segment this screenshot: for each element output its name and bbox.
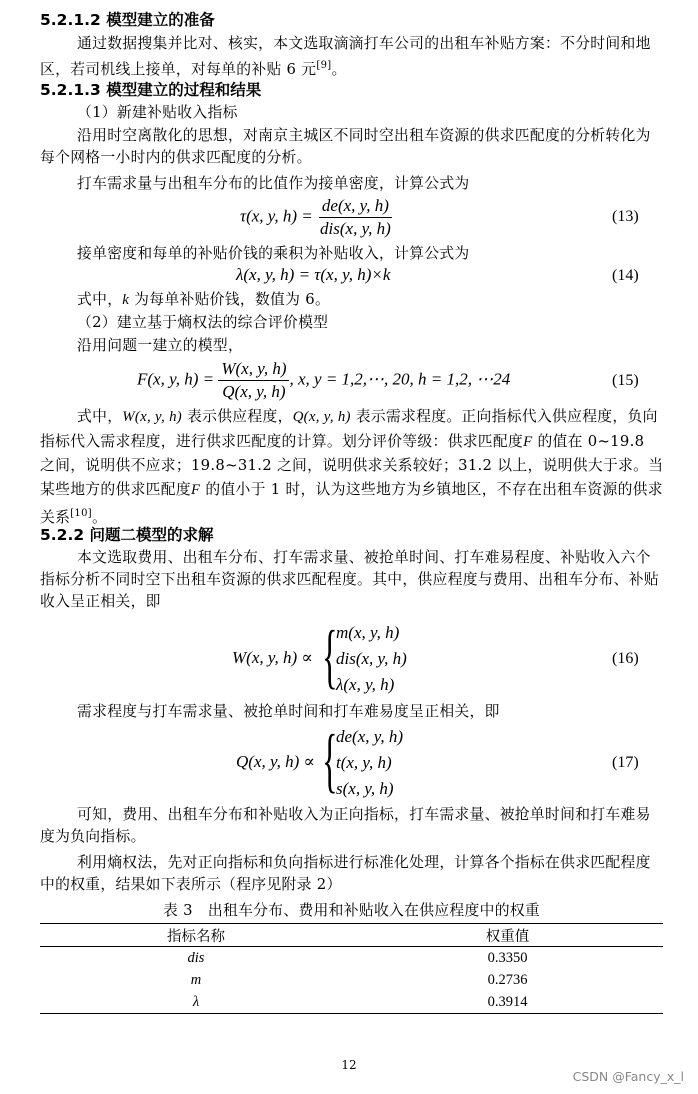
paragraph-six-indicators: 本文选取费用、出租车分布、打车需求量、被抢单时间、打车难易程度、补贴收入六个指标分析不同时空下出租车资源的供求匹配程度。其中，供应程度与费用、出租车分布、补贴收入呈正相关，即	[40, 549, 659, 610]
column-header-weight: 权重值	[352, 924, 663, 947]
equation-13	[240, 196, 394, 239]
table-row	[40, 991, 663, 1014]
paragraph-k-definition	[40, 289, 664, 311]
weights-table	[40, 923, 663, 1014]
column-header-indicator: 指标名称	[40, 924, 352, 947]
case-t: t(x, y, h)	[336, 753, 392, 772]
citation-9: [9]	[316, 60, 332, 71]
case-de: de(x, y, h)	[336, 727, 404, 746]
equation-17	[236, 722, 436, 802]
equation-number-16: (16)	[612, 650, 639, 667]
paragraph-text: 。	[331, 60, 347, 78]
weight-value: 0.3350	[487, 949, 528, 966]
case-dis: dis(x, y, h)	[336, 649, 407, 668]
paragraph-text: 表示供应程度，	[182, 408, 293, 425]
case-lambda: λ(x, y, h)	[336, 675, 395, 694]
subheading-entropy-model: （2）建立基于熵权法的综合评价模型	[77, 314, 329, 331]
watermark: CSDN @Fancy_x_l	[572, 1069, 684, 1084]
paragraph-text: 。	[91, 508, 108, 526]
page-number: 12	[341, 1058, 357, 1072]
paragraph-text: 式中，	[77, 408, 123, 425]
paragraph-text: 为每单补贴价钱，数值为 6。	[129, 291, 331, 308]
paragraph-text: 的值在 0~19.8 之间，说明供不应求；19.8~31.2 之间，说明供求关系较好；31.2 以上，说明供大于求。当某些地方的供求匹配度	[40, 432, 664, 498]
paragraph-entropy-weights: 利用熵权法，先对正向指标和负向指标进行标准化处理，计算各个指标在供求匹配程度中的权重，结果如下表所示（程序见附录 2）	[40, 854, 651, 893]
equation-15	[137, 359, 510, 402]
equation-fraction	[218, 359, 289, 402]
paragraph-indicator-direction: 可知，费用、出租车分布和补贴收入为正向指标，打车需求量、被抢单时间和打车难易度为负向指标。	[40, 806, 651, 845]
weight-value: 0.3914	[352, 991, 663, 1014]
left-brace-icon: {	[322, 616, 338, 696]
citation-10: [10]	[70, 508, 92, 519]
paragraph-subsidy-income: 接单密度和每单的补贴价钱的乘积为补贴收入，计算公式为	[77, 245, 470, 262]
variable-f: F	[523, 433, 533, 450]
indicator-name: λ	[40, 991, 352, 1014]
indicator-name: m	[190, 971, 202, 988]
equation-number-17: (17)	[612, 754, 639, 771]
paragraph-text: 通过数据搜集并比对、核实，本文选取滴滴打车公司的出租车补贴方案：不分时间和地区，若司机线上接单，对每单的补贴 6 元	[40, 35, 651, 78]
equation-lhs: τ(x, y, h) =	[240, 206, 313, 226]
indicator-name: dis	[187, 949, 205, 966]
equation-number-13: (13)	[612, 208, 639, 225]
equation-lhs: Q(x, y, h) ∝	[236, 752, 316, 771]
fraction-numerator: de(x, y, h)	[319, 196, 392, 218]
paragraph-text: 式中，	[77, 291, 123, 308]
subheading-new-indicator: （1）新建补贴收入指标	[77, 104, 238, 121]
variable-w: W(x, y, h)	[122, 409, 182, 425]
paragraph-discretization: 沿用时空离散化的思想，对南京主城区不同时空出租车资源的供求匹配度的分析转化为每个网格一小时内的供求匹配度的分析。	[40, 127, 651, 166]
case-s: s(x, y, h)	[336, 779, 394, 798]
paragraph-evaluation-levels	[40, 405, 664, 529]
table-header-row	[40, 924, 663, 947]
equation-lhs: W(x, y, h) ∝	[232, 648, 313, 667]
paragraph-text: 的值小于 1 时，认为这些地方为乡镇地区，不存在出租车资源的供求关系	[40, 480, 663, 526]
variable-q: Q(x, y, h)	[292, 409, 351, 425]
equation-fraction	[317, 196, 394, 239]
section-heading-5-2-1-3: 5.2.1.3 模型建立的过程和结果	[40, 81, 262, 99]
equation-domain: , x, y = 1,2,⋯, 20, h = 1,2, ⋯24	[289, 369, 511, 389]
fraction-denominator: dis(x, y, h)	[320, 219, 391, 238]
variable-k: k	[122, 292, 130, 308]
left-brace-icon: {	[322, 720, 338, 800]
table-caption: 表 3 出租车分布、费用和补贴收入在供应程度中的权重	[162, 902, 541, 919]
fraction-denominator: Q(x, y, h)	[222, 382, 286, 401]
paragraph-subsidy-source	[40, 33, 664, 81]
case-m: m(x, y, h)	[336, 623, 400, 642]
paragraph-text: 表示需求程度。正向指标代入供应程度，负向指标代入需求程度，进行供求匹配度的计算。划分评价等级：供求匹配度	[40, 408, 658, 450]
section-heading-5-2-1-2: 5.2.1.2 模型建立的准备	[40, 11, 215, 29]
weight-value: 0.2736	[487, 971, 528, 988]
equation-16	[232, 618, 432, 698]
section-heading-5-2-2: 5.2.2 问题二模型的求解	[40, 526, 214, 544]
fraction-numerator: W(x, y, h)	[218, 359, 289, 381]
variable-f: F	[190, 481, 201, 498]
table-row	[40, 947, 663, 970]
table-row	[40, 969, 663, 991]
paragraph-order-density: 打车需求量与出租车分布的比值作为接单密度，计算公式为	[77, 175, 470, 192]
equation-number-14: (14)	[612, 267, 639, 284]
paragraph-demand-correlation: 需求程度与打车需求量、被抢单时间和打车难易度呈正相关，即	[77, 703, 500, 720]
equation-lhs: F(x, y, h) =	[137, 369, 215, 389]
paragraph-reuse-model: 沿用问题一建立的模型，	[77, 337, 244, 354]
equation-number-15: (15)	[612, 372, 639, 389]
equation-14: λ(x, y, h) = τ(x, y, h)×k	[236, 265, 391, 284]
